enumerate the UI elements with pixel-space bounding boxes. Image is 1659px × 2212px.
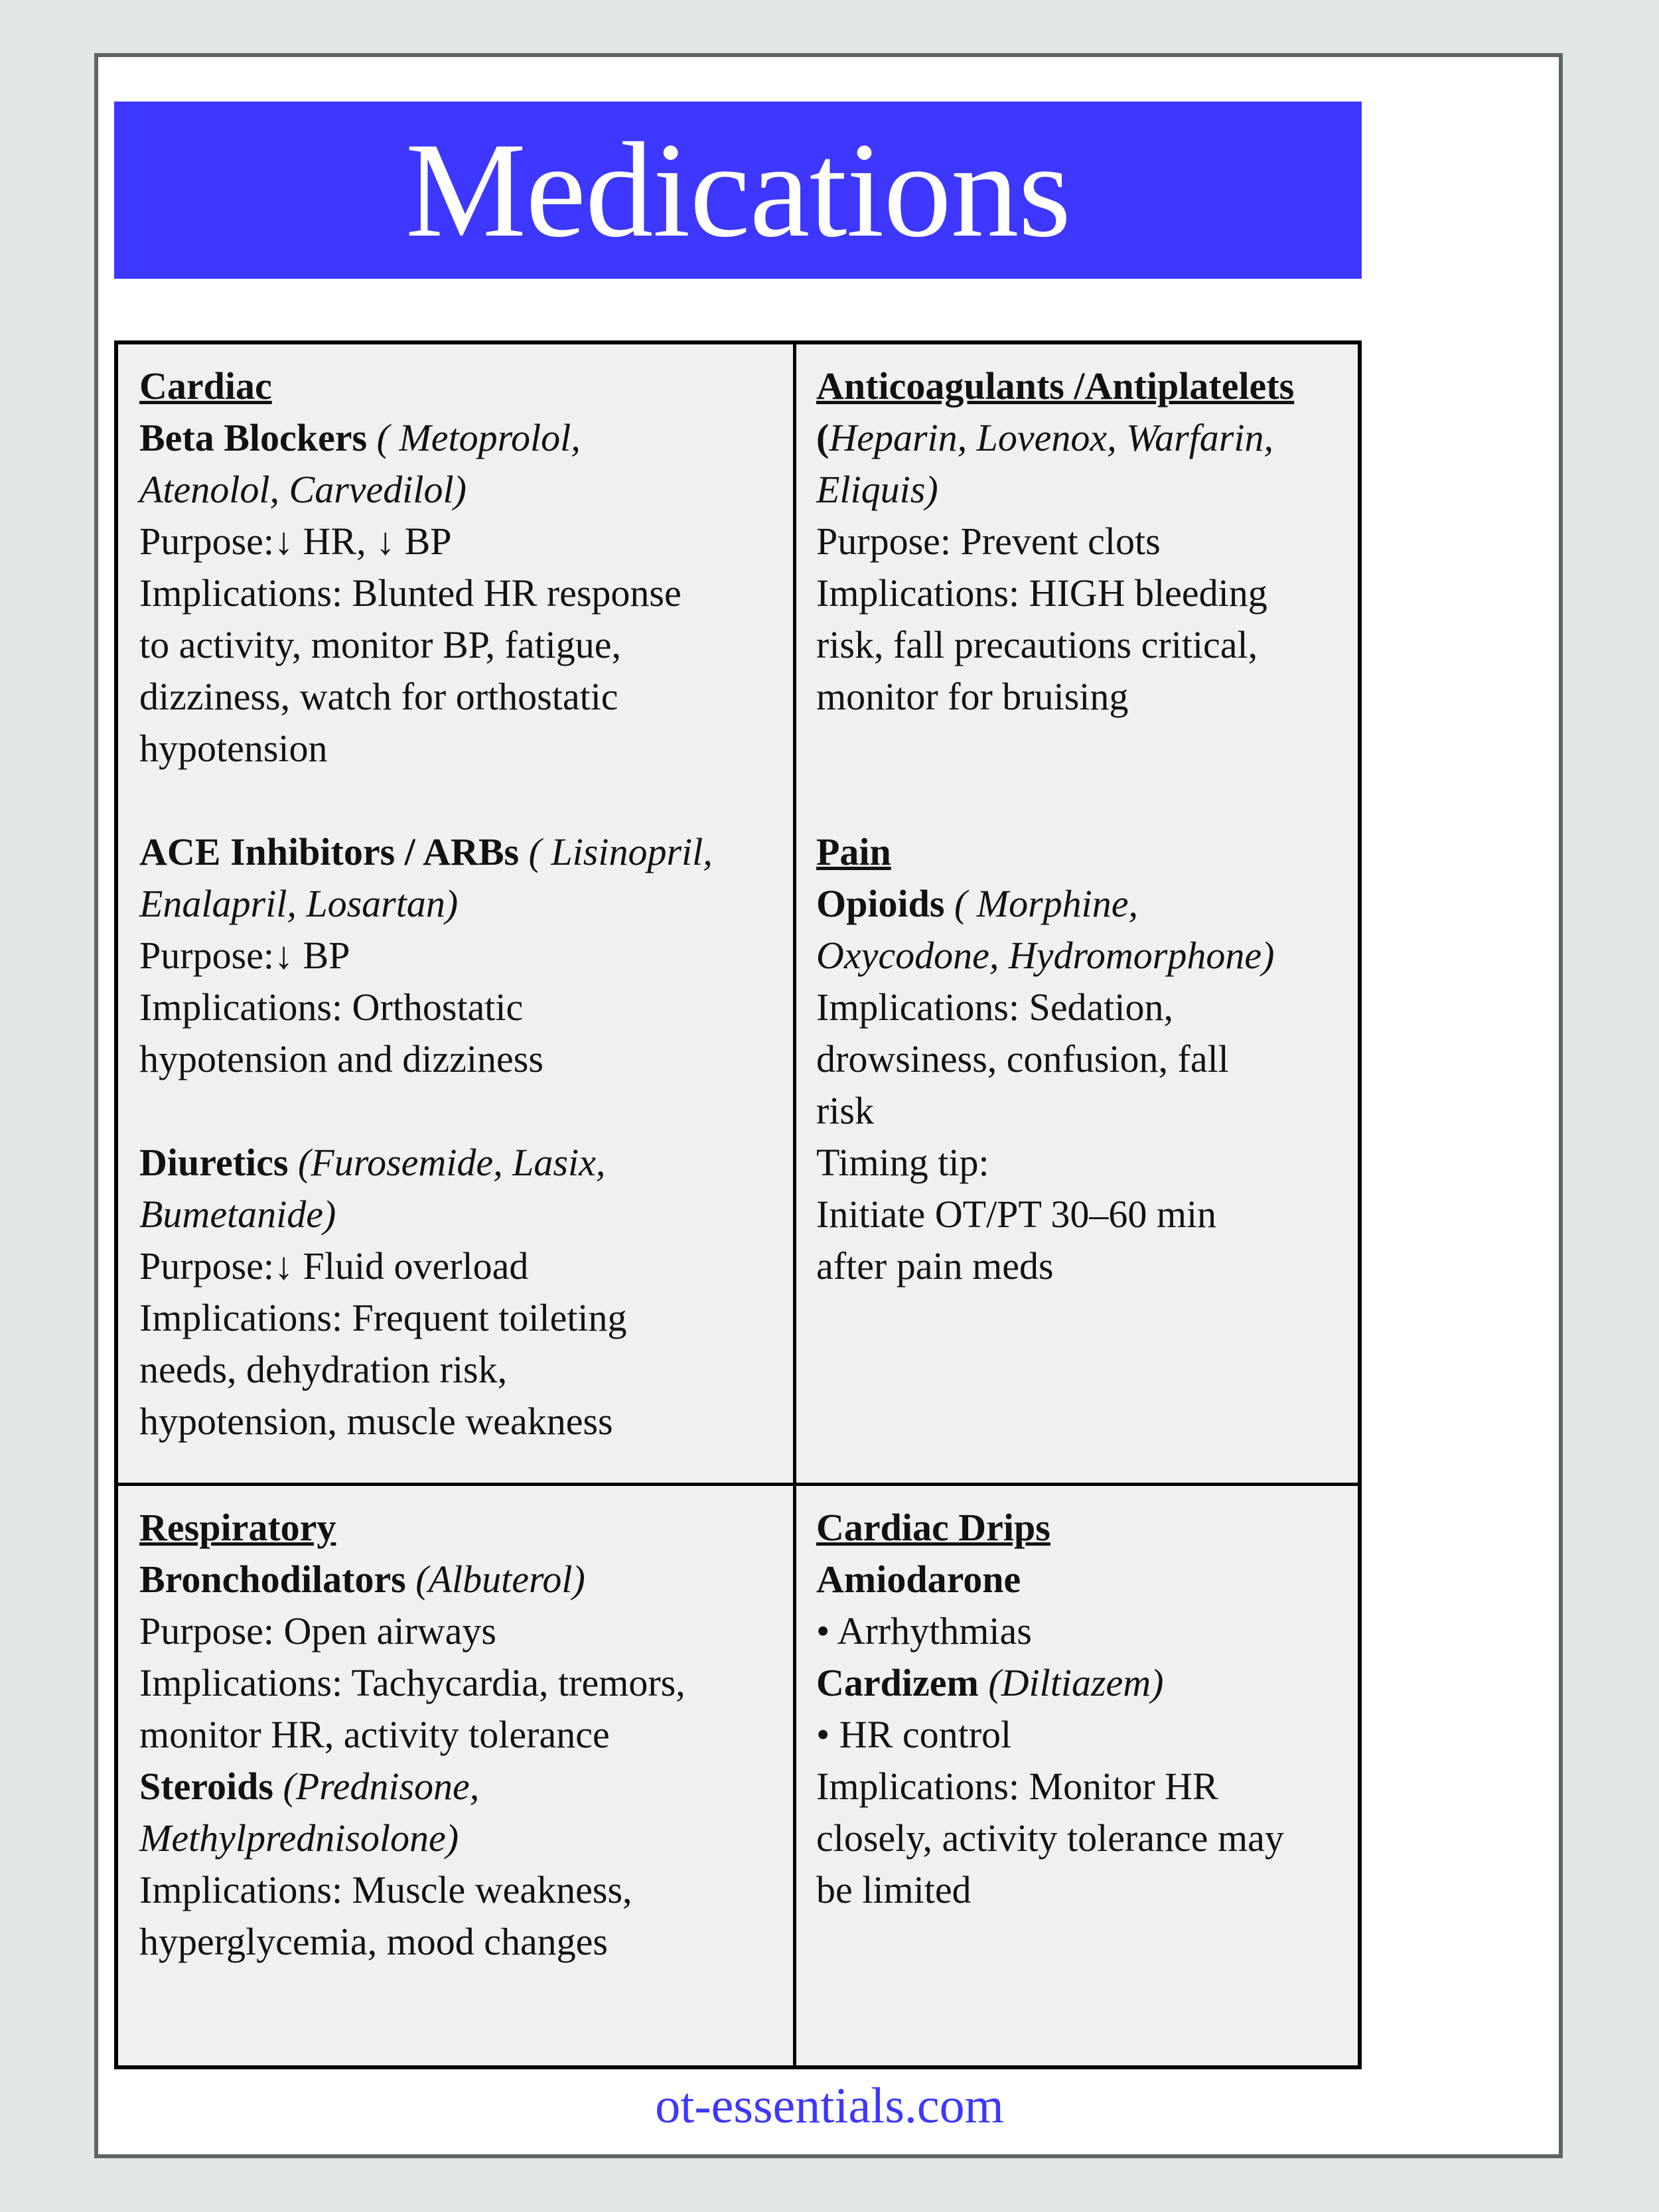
cardizem-use: • HR control (816, 1713, 1012, 1756)
steroids-examples-cont: Methylprednisolone) (139, 1816, 459, 1860)
steroids-name: Steroids (139, 1765, 273, 1808)
cardiac-drips-header: Cardiac Drips (816, 1506, 1050, 1549)
bronchodilators-implications: Implications: Tachycardia, tremors, (139, 1661, 685, 1704)
bronchodilators-name: Bronchodilators (139, 1558, 406, 1601)
respiratory-header: Respiratory (139, 1506, 336, 1549)
drips-implications: closely, activity tolerance may (816, 1816, 1284, 1860)
bronchodilators-implications: monitor HR, activity tolerance (139, 1713, 610, 1756)
timing-tip: Initiate OT/PT 30–60 min (816, 1193, 1217, 1236)
cardizem-title (816, 1657, 1336, 1709)
cardizem-examples: (Diltiazem) (978, 1661, 1164, 1704)
amiodarone-name: Amiodarone (816, 1558, 1021, 1601)
steroids-title (139, 1761, 772, 1812)
diuretics-examples-cont: Bumetanide) (139, 1193, 336, 1236)
steroids-implications: Implications: Muscle weakness, (139, 1868, 632, 1911)
bronchodilators-title (139, 1554, 772, 1605)
anticoagulants-pain-cell (796, 344, 1358, 1486)
beta-blockers-purpose: Purpose:↓ HR, ↓ BP (139, 520, 452, 563)
timing-tip: after pain meds (816, 1244, 1054, 1288)
ace-inhibitors-purpose: Purpose:↓ BP (139, 934, 350, 977)
cardizem-name: Cardizem (816, 1661, 979, 1704)
opioids-name: Opioids (816, 882, 945, 925)
beta-blockers-examples: ( Metoprolol, (367, 416, 581, 459)
opioids-implications: Implications: Sedation, (816, 986, 1174, 1029)
beta-blockers-implications: Implications: Blunted HR response (139, 571, 682, 615)
spacer (139, 1085, 772, 1137)
spacer (816, 723, 1336, 774)
bronchodilators-examples: (Albuterol) (405, 1558, 585, 1601)
diuretics-title (139, 1137, 772, 1189)
beta-blockers-implications: dizziness, watch for orthostatic (139, 675, 618, 718)
steroids-examples: (Prednisone, (273, 1765, 480, 1808)
beta-blockers-title (139, 412, 772, 464)
diuretics-purpose: Purpose:↓ Fluid overload (139, 1244, 529, 1288)
steroids-implications: hyperglycemia, mood changes (139, 1920, 608, 1963)
anticoagulants-paren: ( (816, 416, 830, 459)
anticoagulants-examples: Heparin, Lovenox, Warfarin, (829, 416, 1273, 459)
respiratory-cell (118, 1486, 796, 2065)
diuretics-examples: (Furosemide, Lasix, (288, 1141, 606, 1184)
opioids-implications: risk (816, 1089, 874, 1132)
diuretics-implications: needs, dehydration risk, (139, 1348, 508, 1391)
page-title: Medications (405, 115, 1071, 265)
diuretics-name: Diuretics (139, 1141, 289, 1184)
anticoagulants-examples-cont: Eliquis) (816, 468, 938, 511)
anticoagulants-header: Anticoagulants /Antiplatelets (816, 364, 1295, 407)
beta-blockers-examples-cont: Atenolol, Carvedilol) (139, 468, 467, 511)
opioids-title (816, 878, 1336, 930)
diuretics-implications: Implications: Frequent toileting (139, 1296, 627, 1339)
ace-inhibitors-examples: ( Lisinopril, (519, 830, 713, 873)
cardiac-header: Cardiac (139, 364, 272, 407)
ace-inhibitors-name: ACE Inhibitors / ARBs (139, 830, 520, 873)
anticoagulants-implications: monitor for bruising (816, 675, 1129, 718)
drips-implications: be limited (816, 1868, 972, 1911)
ace-inhibitors-implications: Implications: Orthostatic (139, 986, 524, 1029)
anticoagulants-examples-line (816, 412, 1336, 464)
ace-inhibitors-examples-cont: Enalapril, Losartan) (139, 882, 459, 925)
timing-tip: Timing tip: (816, 1141, 989, 1184)
cardiac-drips-cell (796, 1486, 1358, 2065)
anticoagulants-purpose: Purpose: Prevent clots (816, 520, 1161, 563)
anticoagulants-implications: Implications: HIGH bleeding (816, 571, 1267, 615)
amiodarone-use: • Arrhythmias (816, 1609, 1032, 1653)
spacer (816, 774, 1336, 826)
ace-inhibitors-implications: hypotension and dizziness (139, 1037, 543, 1080)
title-banner (114, 102, 1362, 279)
diuretics-implications: hypotension, muscle weakness (139, 1400, 613, 1443)
opioids-examples: ( Morphine, (944, 882, 1138, 925)
beta-blockers-implications: hypotension (139, 727, 328, 770)
pain-header: Pain (816, 830, 891, 873)
opioids-examples-cont: Oxycodone, Hydromorphone) (816, 934, 1275, 977)
beta-blockers-name: Beta Blockers (139, 416, 368, 459)
beta-blockers-implications: to activity, monitor BP, fatigue, (139, 623, 621, 666)
anticoagulants-implications: risk, fall precautions critical, (816, 623, 1258, 666)
bronchodilators-purpose: Purpose: Open airways (139, 1609, 497, 1653)
cardiac-cell (118, 344, 796, 1486)
spacer (139, 774, 772, 826)
drips-implications: Implications: Monitor HR (816, 1765, 1218, 1808)
opioids-implications: drowsiness, confusion, fall (816, 1037, 1229, 1080)
medications-grid (114, 340, 1362, 2069)
ace-inhibitors-title (139, 826, 772, 878)
footer-website[interactable] (0, 2076, 1659, 2136)
footer-link[interactable]: ot-essentials.com (655, 2078, 1004, 2134)
